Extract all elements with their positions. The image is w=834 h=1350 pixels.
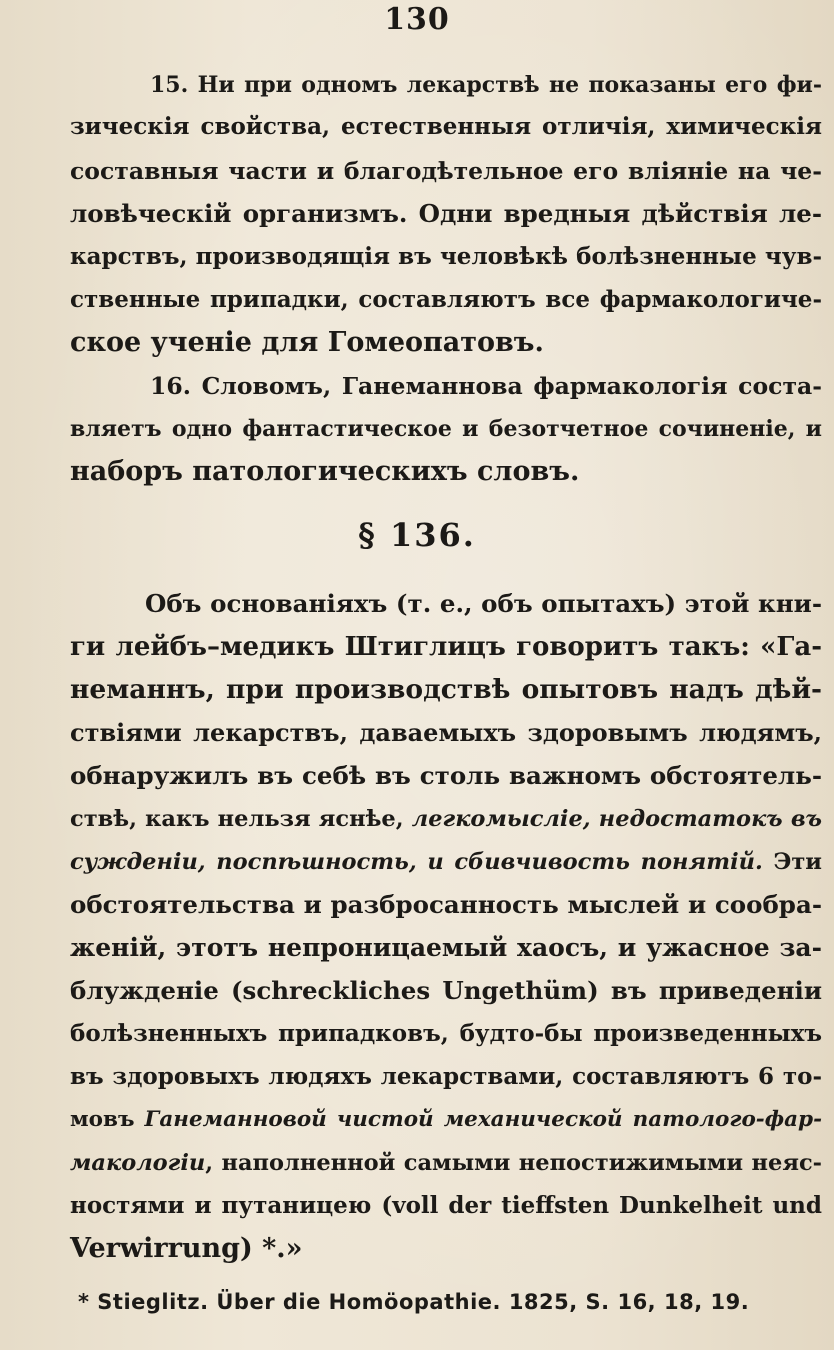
item15-line-6: ственные припадки, составляютъ все фармакологиче- — [70, 286, 822, 313]
section136-line-15: ностями и путаницею (voll der tieffsten Dunkelheit und — [70, 1192, 822, 1219]
section136-line-6 — [70, 799, 822, 839]
section136-line-8: обстоятельства и разбросанность мыслей и сообра- — [70, 890, 822, 919]
section136-line-9: женій, этотъ непроницаемый хаосъ, и ужасное за- — [70, 933, 822, 962]
section136-line-7-regular: Эти — [762, 849, 822, 875]
section136-line-6-italic: легкомысліе, недостатокъ въ — [411, 806, 822, 832]
item15-line-2: зическія свойства, естественныя отличія, химическія — [70, 113, 822, 140]
section136-line-5: обнаружилъ въ себѣ въ столь важномъ обстоятель- — [70, 761, 822, 790]
footnote: * Stieglitz. Über die Homöopathie. 1825, S. 16, 18, 19. — [78, 1290, 750, 1314]
item15-line-5: карствъ, производящія въ человѣкѣ болѣзненные чув- — [70, 243, 822, 270]
page-number: 130 — [384, 2, 450, 37]
item15-line-1: 15. Ни при одномъ лекарствѣ не показаны его фи- — [150, 72, 822, 98]
section136-line-14 — [70, 1143, 822, 1183]
section136-line-2: ги лейбъ–медикъ Штиглицъ говоритъ такъ: «Га- — [70, 632, 822, 662]
section-heading: § 136. — [358, 516, 476, 554]
item15-line-4: ловѣческій организмъ. Одни вредныя дѣйствія ле- — [70, 199, 822, 228]
section136-line-13-regular: мовъ — [70, 1107, 145, 1132]
item16-line-2: вляетъ одно фантастическое и безотчетное сочиненіе, и — [70, 416, 822, 442]
section136-line-12: въ здоровыхъ людяхъ лекарствами, составляютъ 6 то- — [70, 1063, 822, 1090]
section136-line-13 — [70, 1100, 822, 1140]
section136-line-6-regular: ствѣ, какъ нельзя яснѣе, — [70, 806, 412, 832]
section136-line-11: болѣзненныхъ припадковъ, будто-бы произведенныхъ — [70, 1020, 822, 1047]
section136-line-13-italic: Ганеманновой чистой механической патолого-фар- — [144, 1107, 822, 1132]
item16-line-1: 16. Словомъ, Ганеманнова фармакологія соста- — [150, 372, 822, 400]
section136-line-7 — [70, 842, 822, 882]
section136-line-1: Объ основаніяхъ (т. е., объ опытахъ) этой кни- — [145, 589, 822, 618]
section136-line-10: блужденіе (schreckliches Ungethüm) въ приведеніи — [70, 976, 822, 1005]
item15-line-7: ское ученіе для Гомеопатовъ. — [70, 327, 544, 358]
section136-line-7-italic: сужденіи, поспѣшность, и сбивчивость понятій. — [70, 849, 763, 875]
item15-line-3: составныя части и благодѣтельное его вліяніе на че- — [70, 157, 822, 185]
section136-line-16: Verwirrung) *.» — [70, 1233, 303, 1264]
section136-line-14-regular: , наполненной самыми непостижимыми неяс- — [205, 1150, 822, 1176]
section136-line-14-italic: макологіи — [70, 1150, 206, 1176]
section136-line-4: ствіями лекарствъ, даваемыхъ здоровымъ людямъ, — [70, 718, 822, 747]
item16-line-3: наборъ патологическихъ словъ. — [70, 456, 580, 487]
section136-line-3: неманнъ, при производствѣ опытовъ надъ дѣй- — [70, 674, 822, 705]
